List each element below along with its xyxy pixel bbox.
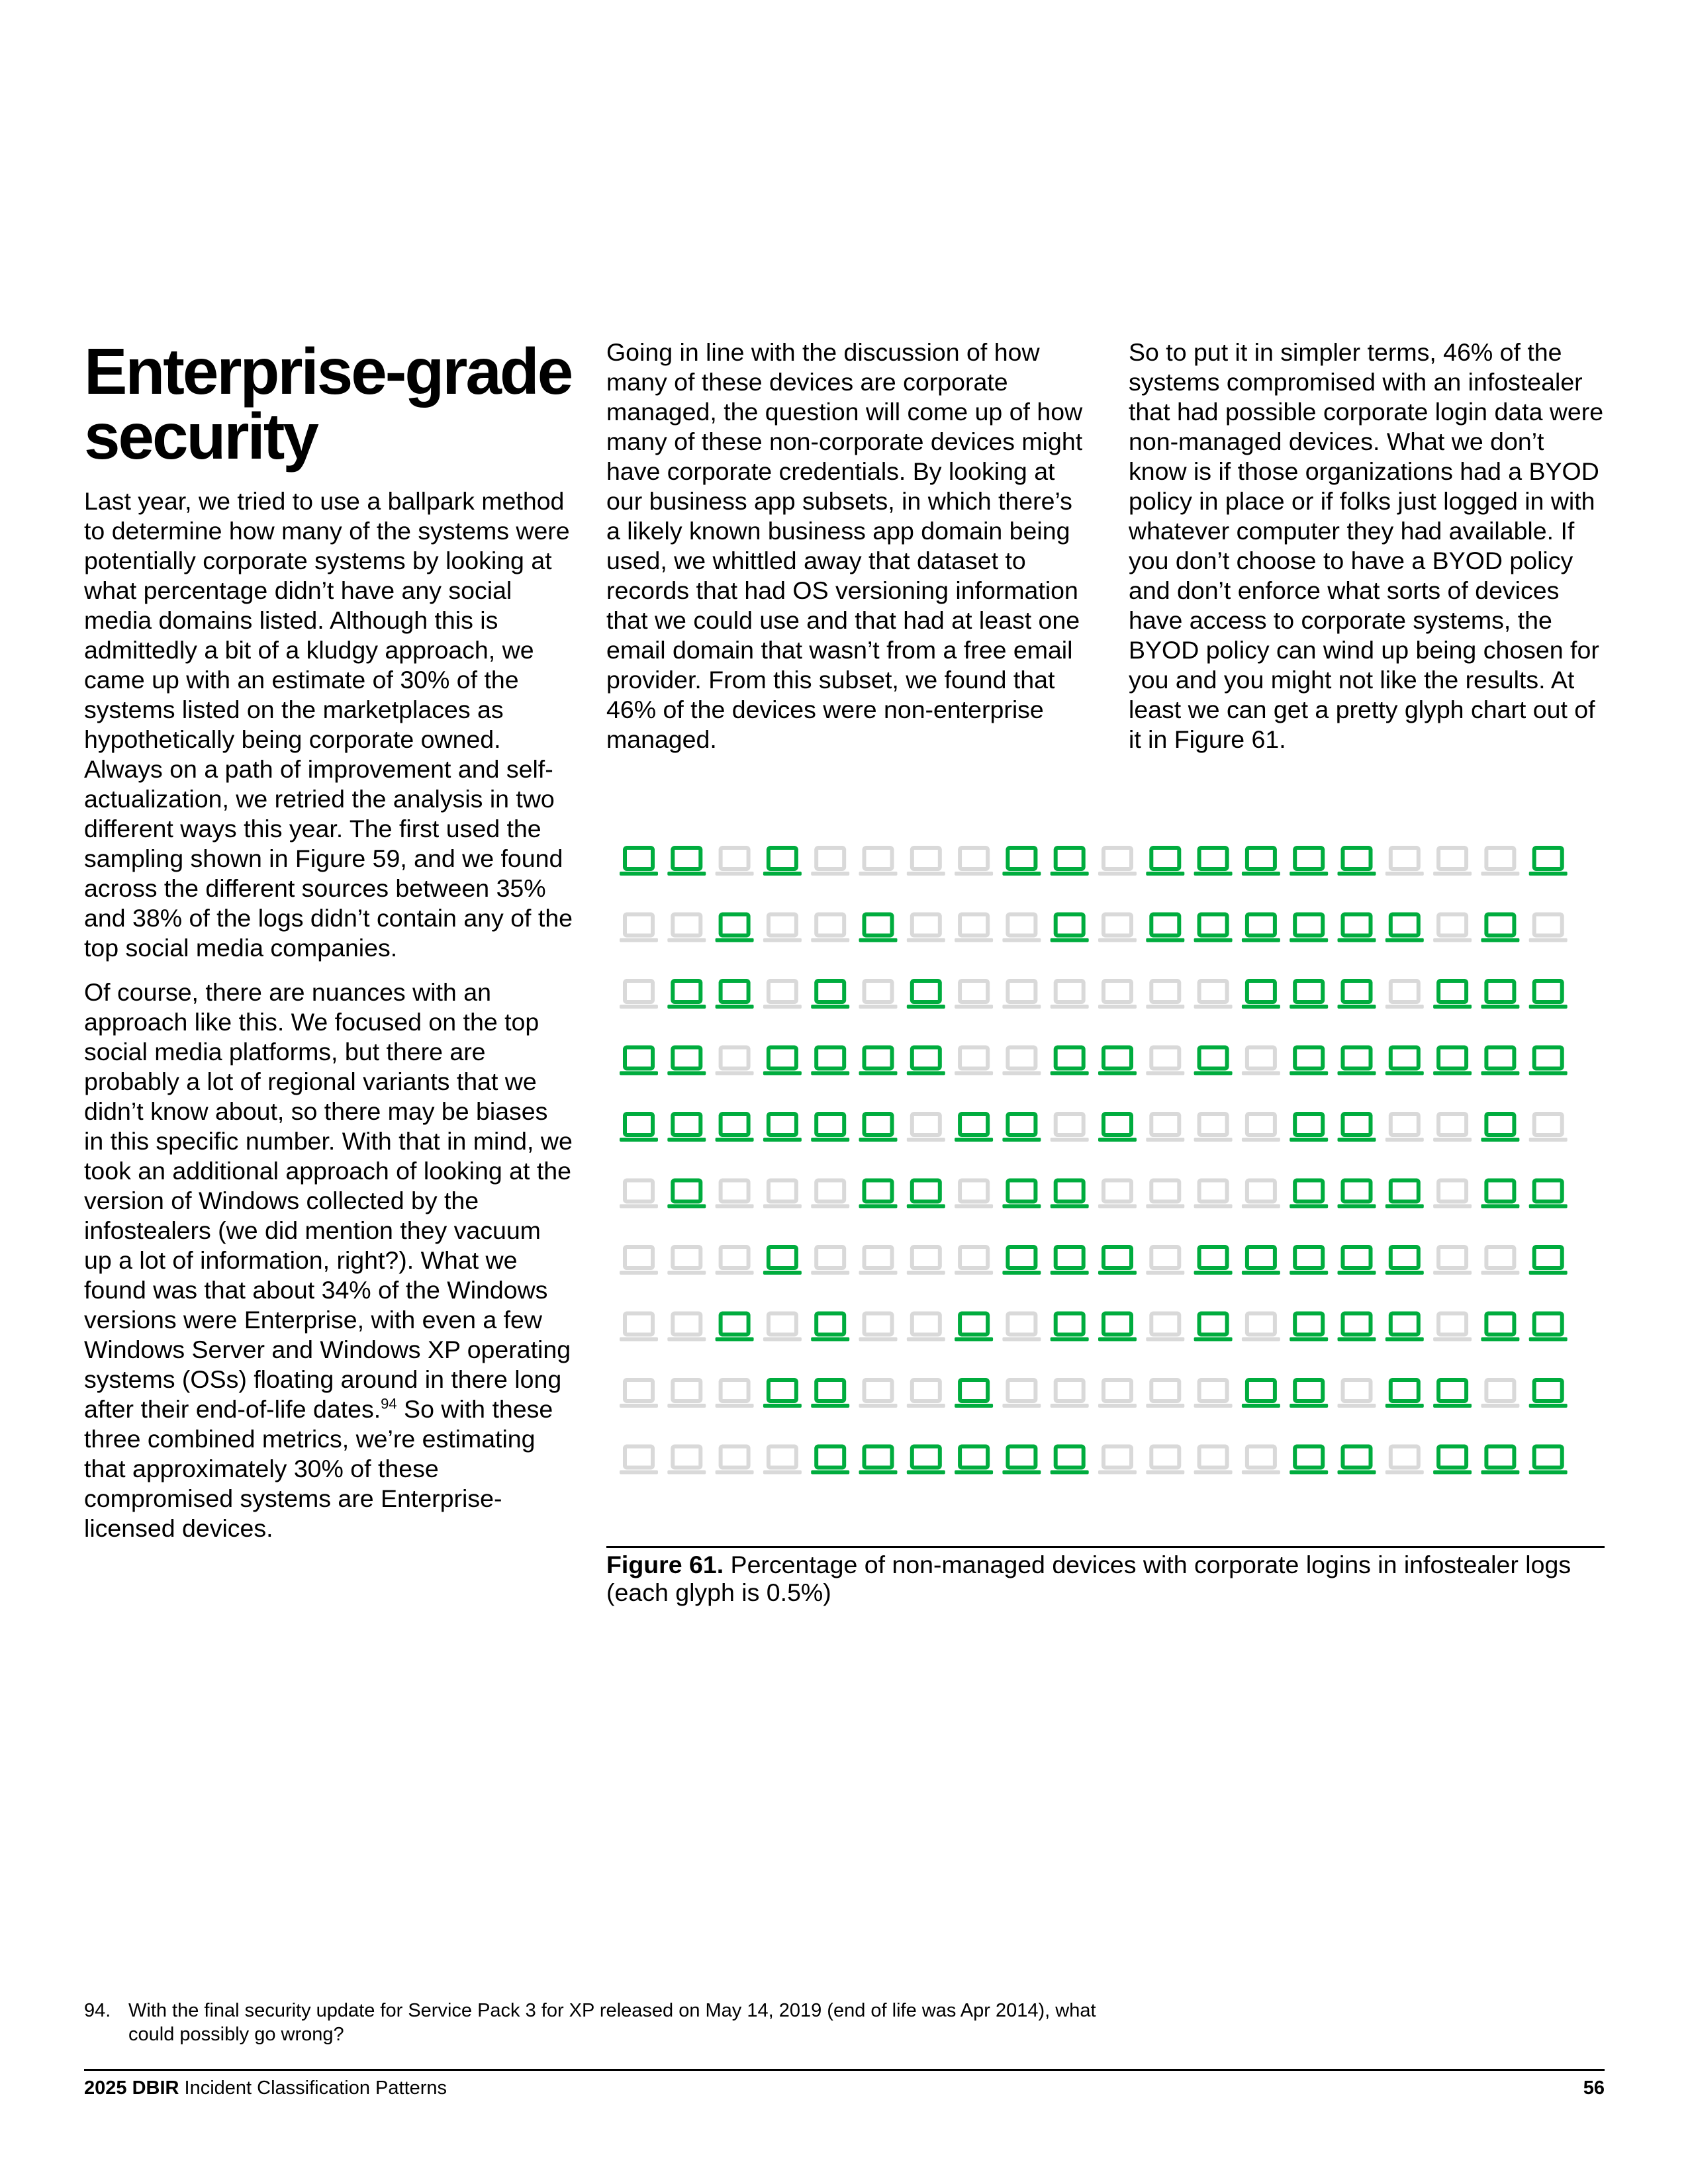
laptop-icon-highlighted [907, 1447, 945, 1475]
laptop-icon [716, 848, 754, 876]
laptop-icon-highlighted [1338, 848, 1376, 876]
laptop-icon-highlighted [1481, 1181, 1519, 1208]
laptop-icon-highlighted [1002, 848, 1041, 876]
laptop-icon-highlighted [1433, 1048, 1472, 1075]
laptop-icon-highlighted [1338, 1314, 1376, 1342]
laptop-icon [1242, 1447, 1280, 1475]
laptop-icon [1433, 915, 1472, 942]
laptop-icon-highlighted [1242, 1380, 1280, 1408]
laptop-icon [620, 1314, 658, 1342]
laptop-icon [1002, 915, 1041, 942]
laptop-icon [1242, 1181, 1280, 1208]
laptop-icon-highlighted [1242, 848, 1280, 876]
laptop-icon-highlighted [763, 848, 802, 876]
laptop-icon [667, 915, 706, 942]
laptop-icon-highlighted [1289, 915, 1328, 942]
laptop-icon-highlighted [1051, 915, 1089, 942]
footnote [84, 1999, 1117, 2046]
laptop-icon-highlighted [1385, 1247, 1424, 1275]
laptop-icon-highlighted [1481, 915, 1519, 942]
footnote-reference[interactable]: 94 [381, 1395, 397, 1412]
laptop-icon [763, 981, 802, 1009]
laptop-icon [667, 1314, 706, 1342]
laptop-icon [907, 1247, 945, 1275]
laptop-icon-highlighted [955, 1114, 993, 1142]
paragraph: Last year, we tried to use a ballpark method to determine how many of the systems were potentially corporate systems by looking at what percentage didn’t have any social media domains listed. Although this is admittedly a bit of a kludgy approach, we came up with an estimate of 30% of the systems listed on the marketplaces as hypothetically being corporate owned. Always on a path of improvement and self-actualization, we retried the analysis in two different ways this year. The first used the sampling shown in Figure 59, and we found across the different sources between 35% and 38% of the logs didn’t contain any of the top social media companies. [84, 487, 573, 962]
laptop-icon [907, 1380, 945, 1408]
laptop-icon [1385, 981, 1424, 1009]
laptop-icon [1146, 1447, 1184, 1475]
laptop-icon-highlighted [1289, 1447, 1328, 1475]
laptop-icon-highlighted [955, 1380, 993, 1408]
laptop-icon [811, 1181, 849, 1208]
laptop-icon [1194, 1380, 1233, 1408]
laptop-icon-highlighted [763, 1380, 802, 1408]
laptop-icon [859, 1247, 898, 1275]
laptop-icon-highlighted [1002, 1247, 1041, 1275]
laptop-icon [955, 848, 993, 876]
laptop-icon [1529, 915, 1568, 942]
laptop-icon [716, 1048, 754, 1075]
footer-divider [84, 2069, 1605, 2071]
laptop-icon-highlighted [1146, 915, 1184, 942]
laptop-icon-highlighted [716, 1114, 754, 1142]
laptop-icon-highlighted [1242, 1247, 1280, 1275]
laptop-icon-highlighted [859, 915, 898, 942]
laptop-icon-highlighted [811, 1314, 849, 1342]
laptop-icon [667, 1447, 706, 1475]
laptop-icon-highlighted [811, 981, 849, 1009]
laptop-icon-highlighted [716, 1314, 754, 1342]
laptop-icon-highlighted [1529, 848, 1568, 876]
laptop-icon [1098, 915, 1137, 942]
laptop-icon [907, 915, 945, 942]
laptop-icon-highlighted [1289, 1314, 1328, 1342]
laptop-icon [1385, 1447, 1424, 1475]
laptop-icon-highlighted [667, 1181, 706, 1208]
laptop-icon-highlighted [1433, 1447, 1472, 1475]
footer-title [84, 2076, 447, 2100]
laptop-icon-highlighted [1289, 1114, 1328, 1142]
laptop-icon [859, 848, 898, 876]
laptop-icon [1481, 1247, 1519, 1275]
laptop-icon [955, 915, 993, 942]
laptop-icon [955, 1048, 993, 1075]
laptop-icon [859, 1314, 898, 1342]
laptop-icon-highlighted [1529, 1181, 1568, 1208]
laptop-icon [1242, 1314, 1280, 1342]
laptop-icon-highlighted [763, 1247, 802, 1275]
laptop-icon-highlighted [1529, 1314, 1568, 1342]
laptop-icon-highlighted [1194, 1247, 1233, 1275]
laptop-icon-highlighted [1338, 1247, 1376, 1275]
laptop-icon [763, 915, 802, 942]
laptop-icon-highlighted [1338, 1114, 1376, 1142]
laptop-icon-highlighted [1529, 1247, 1568, 1275]
laptop-icon [955, 1247, 993, 1275]
laptop-icon [716, 1247, 754, 1275]
laptop-icon [1002, 1314, 1041, 1342]
laptop-icon [1338, 1380, 1376, 1408]
laptop-icon [1146, 981, 1184, 1009]
laptop-icon [1194, 1447, 1233, 1475]
laptop-icon-highlighted [811, 1447, 849, 1475]
laptop-icon [1098, 1380, 1137, 1408]
laptop-icon-highlighted [859, 1048, 898, 1075]
laptop-icon-highlighted [1289, 981, 1328, 1009]
laptop-icon-highlighted [716, 981, 754, 1009]
laptop-icon-highlighted [859, 1114, 898, 1142]
laptop-icon [859, 1380, 898, 1408]
laptop-icon-highlighted [1289, 1247, 1328, 1275]
laptop-icon [1433, 1181, 1472, 1208]
laptop-icon-highlighted [1098, 1114, 1137, 1142]
paragraph: So to put it in simpler terms, 46% of the systems compromised with an infostealer that had possible corporate login data were non-managed devices. What we don’t know is if those organizations had a BYOD policy in place or if folks just logged in with whatever computer they had available. If you don’t choose to have a BYOD policy and don’t enforce what sorts of devices have access to corporate systems, the BYOD policy can wind up being chosen for you and you might not like the results. At least we can get a pretty glyph chart out of it in Figure 61. [1129, 338, 1604, 753]
laptop-icon-highlighted [1338, 1048, 1376, 1075]
laptop-icon [716, 1181, 754, 1208]
figure-label: Figure 61. [606, 1551, 724, 1578]
laptop-icon-highlighted [1385, 1380, 1424, 1408]
laptop-icon-highlighted [1051, 1181, 1089, 1208]
laptop-icon-highlighted [667, 1114, 706, 1142]
laptop-icon-highlighted [811, 1114, 849, 1142]
laptop-icon [1002, 1048, 1041, 1075]
laptop-icon [1242, 1114, 1280, 1142]
laptop-icon-highlighted [1433, 981, 1472, 1009]
laptop-icon [955, 981, 993, 1009]
laptop-icon-highlighted [667, 981, 706, 1009]
laptop-icon [1002, 1380, 1041, 1408]
laptop-icon [1098, 1181, 1137, 1208]
laptop-icon-highlighted [1481, 1048, 1519, 1075]
laptop-icon [1242, 1048, 1280, 1075]
laptop-icon [1194, 1114, 1233, 1142]
laptop-icon [716, 1447, 754, 1475]
laptop-icon [811, 1247, 849, 1275]
laptop-icon [907, 1314, 945, 1342]
laptop-icon [1194, 981, 1233, 1009]
laptop-icon [763, 1181, 802, 1208]
laptop-icon-highlighted [1338, 1447, 1376, 1475]
laptop-icon-highlighted [1002, 1114, 1041, 1142]
laptop-icon [1433, 848, 1472, 876]
laptop-icon [716, 1380, 754, 1408]
laptop-icon-highlighted [1194, 848, 1233, 876]
laptop-icon [1146, 1247, 1184, 1275]
laptop-icon-highlighted [1481, 1447, 1519, 1475]
laptop-icon-highlighted [1481, 1114, 1519, 1142]
laptop-icon-highlighted [1051, 1048, 1089, 1075]
laptop-icon [620, 1181, 658, 1208]
paragraph: Going in line with the discussion of how many of these devices are corporate managed, the question will come up of how many of these non-corporate devices might have corporate credentials. By looking at our business app subsets, in which there’s a likely known business app domain being used, we whittled away that dataset to records that had OS versioning information that we could use and that had at least one email domain that wasn’t from a free email provider. From this subset, we found that 46% of the devices were non-enterprise managed. [606, 338, 1083, 753]
laptop-icon [620, 1380, 658, 1408]
laptop-icon-highlighted [1194, 915, 1233, 942]
laptop-icon-highlighted [907, 1048, 945, 1075]
paragraph [84, 978, 574, 1543]
laptop-icon-highlighted [907, 1181, 945, 1208]
laptop-icon-highlighted [1338, 981, 1376, 1009]
laptop-icon-highlighted [1194, 1048, 1233, 1075]
laptop-icon-highlighted [1242, 915, 1280, 942]
laptop-icon [1194, 1181, 1233, 1208]
figure-caption-text: Percentage of non-managed devices with corporate logins in infostealer logs (each glyph is 0.5%) [606, 1551, 1571, 1606]
laptop-icon-highlighted [1338, 915, 1376, 942]
laptop-icon [859, 981, 898, 1009]
laptop-icon-highlighted [620, 848, 658, 876]
laptop-icon-highlighted [1481, 981, 1519, 1009]
report-name: 2025 DBIR [84, 2077, 179, 2099]
laptop-icon-highlighted [1289, 1048, 1328, 1075]
laptop-icon [620, 1447, 658, 1475]
laptop-icon-highlighted [1051, 848, 1089, 876]
laptop-icon [907, 1114, 945, 1142]
laptop-icon-highlighted [1194, 1314, 1233, 1342]
page-heading: Enterprise-grade security [84, 335, 572, 473]
laptop-icon [667, 1380, 706, 1408]
page-number: 56 [1583, 2077, 1605, 2099]
body-column-2 [606, 338, 1083, 754]
laptop-icon [1529, 1114, 1568, 1142]
laptop-icon-highlighted [1051, 1247, 1089, 1275]
laptop-icon [763, 1447, 802, 1475]
laptop-icon-highlighted [1289, 1380, 1328, 1408]
laptop-icon [1433, 1314, 1472, 1342]
laptop-icon-highlighted [1146, 848, 1184, 876]
laptop-icon [1098, 981, 1137, 1009]
laptop-icon [811, 848, 849, 876]
laptop-icon [1051, 981, 1089, 1009]
laptop-icon-highlighted [620, 1114, 658, 1142]
laptop-icon-highlighted [1385, 915, 1424, 942]
laptop-icon-highlighted [811, 1380, 849, 1408]
laptop-icon [1098, 848, 1137, 876]
glyph-chart [622, 844, 1589, 1509]
laptop-icon [620, 981, 658, 1009]
laptop-icon-highlighted [1098, 1247, 1137, 1275]
laptop-icon-highlighted [1002, 1447, 1041, 1475]
laptop-icon-highlighted [955, 1314, 993, 1342]
laptop-icon-highlighted [1051, 1314, 1089, 1342]
laptop-icon-highlighted [1051, 1447, 1089, 1475]
laptop-icon [955, 1181, 993, 1208]
laptop-icon-highlighted [1529, 1380, 1568, 1408]
laptop-icon [1051, 1380, 1089, 1408]
laptop-icon [667, 1247, 706, 1275]
laptop-icon [763, 1314, 802, 1342]
paragraph-text: So with these three combined metrics, we’re estimating that approximately 30% of these compromised systems are Enterprise-licensed devices. [84, 1395, 553, 1542]
laptop-icon [1481, 848, 1519, 876]
footnote-text: With the final security update for Service Pack 3 for XP released on May 14, 2019 (end of life was Apr 2014), what could possibly go wrong? [128, 2000, 1096, 2045]
footnote-number: 94. [84, 2000, 111, 2021]
laptop-icon [1051, 1114, 1089, 1142]
laptop-icon [1146, 1048, 1184, 1075]
laptop-icon [1481, 1380, 1519, 1408]
laptop-icon-highlighted [1002, 1181, 1041, 1208]
laptop-icon-highlighted [1529, 1048, 1568, 1075]
laptop-icon-highlighted [1385, 1048, 1424, 1075]
laptop-icon-highlighted [763, 1114, 802, 1142]
body-column-3 [1129, 338, 1605, 754]
laptop-icon [1146, 1380, 1184, 1408]
laptop-icon-highlighted [1433, 1380, 1472, 1408]
laptop-icon [620, 915, 658, 942]
laptop-icon-highlighted [1385, 1181, 1424, 1208]
laptop-icon-highlighted [859, 1447, 898, 1475]
laptop-icon [1385, 1114, 1424, 1142]
laptop-icon-highlighted [859, 1181, 898, 1208]
figure-divider [606, 1546, 1605, 1548]
laptop-icon-highlighted [1289, 1181, 1328, 1208]
laptop-icon-highlighted [620, 1048, 658, 1075]
laptop-icon-highlighted [667, 1048, 706, 1075]
laptop-icon-highlighted [763, 1048, 802, 1075]
laptop-icon-highlighted [1529, 981, 1568, 1009]
laptop-icon [1098, 1447, 1137, 1475]
laptop-icon-highlighted [955, 1447, 993, 1475]
laptop-icon-highlighted [1098, 1314, 1137, 1342]
laptop-icon-highlighted [907, 981, 945, 1009]
laptop-icon [1146, 1181, 1184, 1208]
section-name: Incident Classification Patterns [179, 2077, 447, 2099]
laptop-icon [811, 915, 849, 942]
laptop-icon-highlighted [1338, 1181, 1376, 1208]
laptop-icon [1433, 1114, 1472, 1142]
laptop-icon-highlighted [1242, 981, 1280, 1009]
laptop-icon [1002, 981, 1041, 1009]
laptop-icon-highlighted [1289, 848, 1328, 876]
laptop-icon [1385, 848, 1424, 876]
laptop-icon-highlighted [716, 915, 754, 942]
body-column-1 [84, 486, 574, 1543]
laptop-icon-highlighted [811, 1048, 849, 1075]
laptop-icon [907, 848, 945, 876]
paragraph-text: Of course, there are nuances with an approach like this. We focused on the top social media platforms, but there are probably a lot of regional variants that we didn’t know about, so there may be biases in this specific number. With that in mind, we took an additional approach of looking at the version of Windows collected by the infostealers (we did mention they vacuum up a lot of information, right?). What we found was that about 34% of the Windows versions were Enterprise, with even a few Windows Server and Windows XP operating systems (OSs) floating around in there long after their end-of-life dates. [84, 978, 573, 1423]
laptop-icon-highlighted [1385, 1314, 1424, 1342]
figure-caption [606, 1551, 1605, 1606]
laptop-icon-highlighted [667, 848, 706, 876]
laptop-icon-highlighted [1098, 1048, 1137, 1075]
laptop-icon [620, 1247, 658, 1275]
laptop-icon [1433, 1247, 1472, 1275]
laptop-icon-highlighted [1481, 1314, 1519, 1342]
laptop-icon [1146, 1314, 1184, 1342]
laptop-icon [1146, 1114, 1184, 1142]
laptop-icon-highlighted [1529, 1447, 1568, 1475]
